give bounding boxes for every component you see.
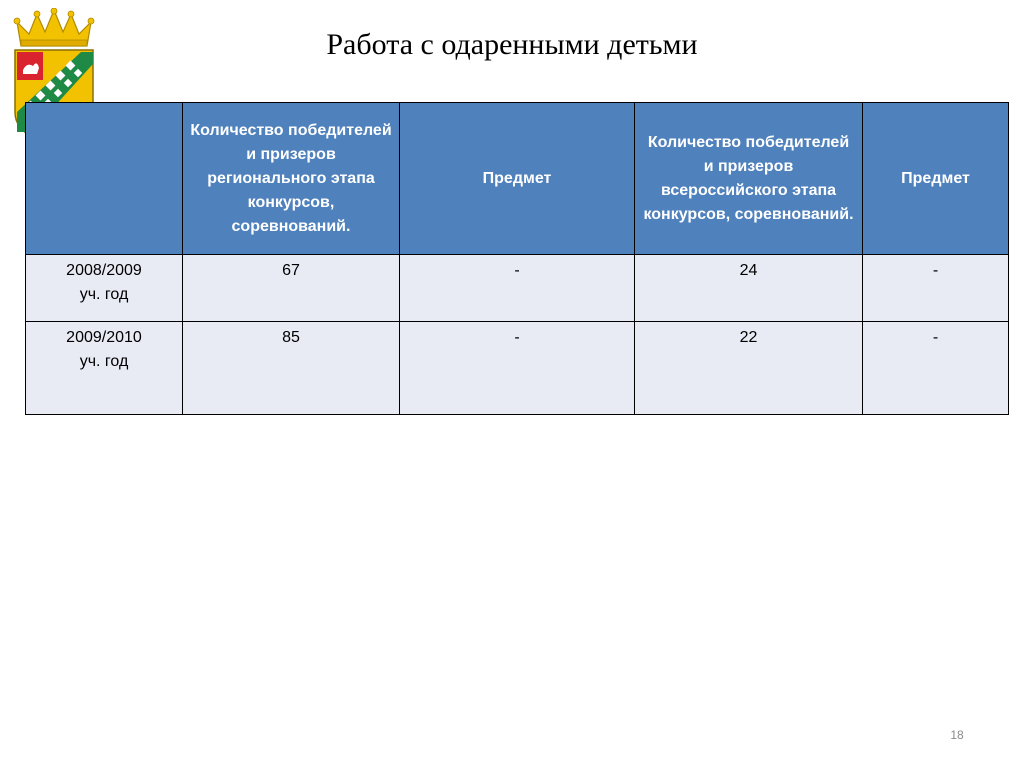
year-suffix: уч. год (79, 286, 129, 303)
header-national-count: Количество победителей и призеров всероссийского этапа конкурсов, соревнований. (635, 103, 863, 255)
header-regional-count: Количество победителей и призеров регионального этапа конкурсов, соревнований. (183, 103, 400, 255)
national-count-cell: 24 (635, 255, 863, 322)
year-value: 2008/2009 (66, 262, 142, 279)
national-subject-cell: - (863, 322, 1009, 415)
header-regional-subject: Предмет (400, 103, 635, 255)
year-suffix: уч. год (79, 353, 129, 370)
table-row (26, 322, 1009, 415)
year-cell (26, 255, 183, 322)
national-subject-cell: - (863, 255, 1009, 322)
year-value: 2009/2010 (66, 329, 142, 346)
header-national-subject: Предмет (863, 103, 1009, 255)
header-cell-empty (26, 103, 183, 255)
regional-subject-cell: - (400, 322, 635, 415)
regional-count-cell: 67 (183, 255, 400, 322)
slide-title: Работа с одаренными детьми (326, 28, 698, 61)
page-number: 18 (950, 728, 964, 742)
national-count-cell: 22 (635, 322, 863, 415)
table-header-row (26, 103, 1009, 255)
regional-subject-cell: - (400, 255, 635, 322)
year-cell (26, 322, 183, 415)
results-table (25, 102, 1009, 415)
regional-count-cell: 85 (183, 322, 400, 415)
table-row (26, 255, 1009, 322)
